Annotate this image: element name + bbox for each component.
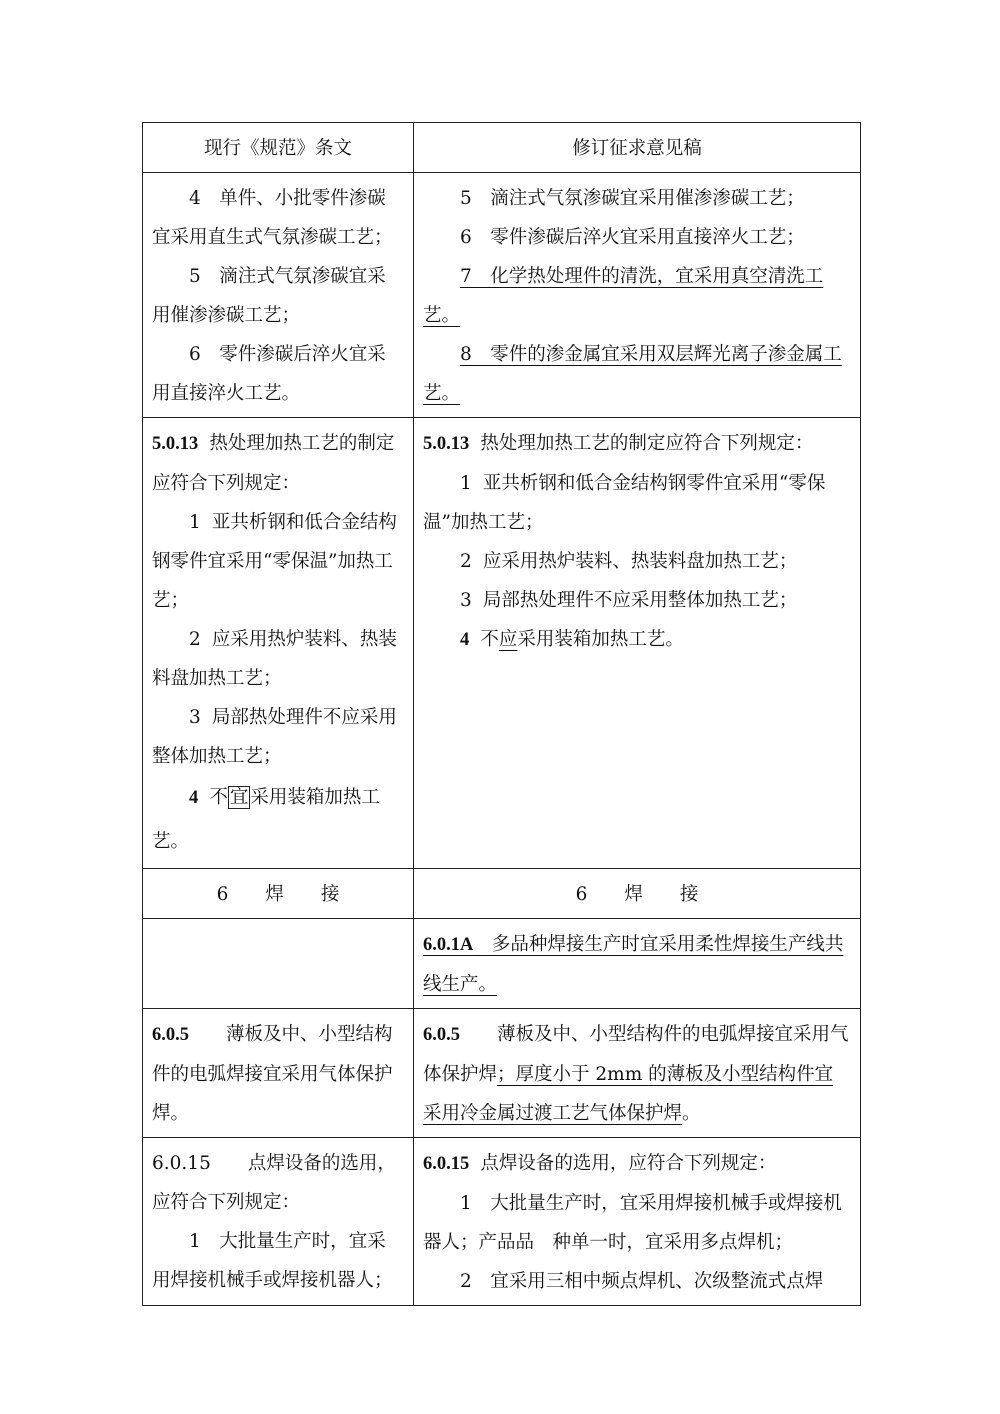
- clause-text: 6.0.5 薄板及中、小型结构件的电弧焊接宜采用气体保护焊。: [152, 1024, 393, 1124]
- revised-cell: [414, 418, 861, 869]
- added-text: 8 零件的渗金属宜采用双层辉光离子渗金属工艺。: [423, 344, 842, 404]
- section-heading: 6 焊 接: [414, 869, 861, 919]
- clause-text: 热处理加热工艺的制定应符合下列规定：: [480, 433, 814, 454]
- table-row: [143, 919, 861, 1009]
- clause-text: 热处理加热工艺的制定应符合下列规定：: [152, 433, 395, 494]
- section-heading: 6 焊 接: [143, 869, 414, 919]
- table-row: [143, 1009, 861, 1138]
- clause-item: 4 单件、小批零件渗碳宜采用直生式气氛渗碳工艺；: [152, 188, 393, 248]
- clause-item: 6 零件渗碳后淬火宜采用直接淬火工艺。: [152, 344, 386, 404]
- clause-item: 2 应采用热炉装料、热装料盘加热工艺；: [152, 629, 397, 689]
- highlighted-word: 宜: [229, 787, 249, 808]
- clause-item: 3 局部热处理件不应采用整体加热工艺；: [460, 590, 798, 611]
- clause-item: 2 应采用热炉装料、热装料盘加热工艺；: [460, 551, 798, 572]
- changed-word: 应: [498, 629, 518, 650]
- clause-item-added: [423, 335, 851, 413]
- revised-cell: [414, 1009, 861, 1138]
- current-cell: [143, 1138, 414, 1306]
- current-cell: [143, 418, 414, 869]
- table-row: [143, 418, 861, 869]
- header-revised-draft: 修订征求意见稿: [414, 123, 861, 173]
- table-row: [143, 1138, 861, 1306]
- section-heading-row: [143, 869, 861, 919]
- clause-heading: [423, 424, 851, 464]
- revised-cell: [414, 173, 861, 418]
- clause-number: 6.0.15: [152, 1153, 211, 1174]
- clause-item: 5 滴注式气氛渗碳宜采用催渗渗碳工艺；: [460, 188, 805, 209]
- comparison-table: [142, 122, 861, 1306]
- table-header-row: [143, 123, 861, 173]
- clause-number: 6.0.1A: [423, 935, 474, 955]
- revised-cell: [414, 1138, 861, 1306]
- clause-added: [423, 925, 851, 1004]
- table-row: [143, 173, 861, 418]
- current-cell: [143, 1009, 414, 1138]
- clause-number: 6.0.15: [423, 1154, 470, 1174]
- clause-item-added: [423, 257, 851, 335]
- clause-number: 5.0.13: [423, 434, 470, 454]
- clause-item: 1 亚共析钢和低合金结构钢零件宜采用“零保温”加热工艺；: [423, 473, 826, 533]
- clause-number: 6.0.5: [152, 1025, 189, 1045]
- clause-number: 5.0.13: [152, 434, 199, 454]
- clause-item: 1 大批量生产时，宜采用焊接机械手或焊接机器人；: [152, 1231, 393, 1291]
- clause-number: 6.0.5: [423, 1025, 460, 1045]
- current-cell: [143, 173, 414, 418]
- clause-item: 4 不应采用装箱加热工艺。: [460, 629, 684, 650]
- added-text: ；厚度小于 2mm 的薄板及小型结构件宜采用冷金属过渡工艺气体保护焊: [423, 1064, 834, 1124]
- header-current-code: 现行《规范》条文: [143, 123, 414, 173]
- clause-item: 2 宜采用三相中频点焊机、次级整流式点焊: [460, 1271, 824, 1292]
- clause-item: 3 局部热处理件不应采用整体加热工艺；: [152, 707, 397, 767]
- clause-item: 1 大批量生产时，宜采用焊接机械手或焊接机器人；产品品 种单一时，宜采用多点焊机；: [423, 1193, 842, 1253]
- clause-heading: 6.0.15 点焊设备的选用，应符合下列规定：: [152, 1153, 396, 1213]
- clause-item: 1 亚共析钢和低合金结构钢零件宜采用“零保温”加热工艺；: [152, 512, 397, 611]
- clause-item: 5 滴注式气氛渗碳宜采用催渗渗碳工艺；: [152, 266, 386, 326]
- added-text: 多品种焊接生产时宜采用柔性焊接生产线共线生产。: [423, 934, 844, 995]
- clause-heading: [152, 424, 404, 503]
- added-text: 7 化学热处理件的清洗，宜采用真空清洗工艺。: [423, 266, 824, 326]
- clause-text: 6.0.5 薄板及中、小型结构件的电弧焊接宜采用气体保护焊；厚度小于 2mm 的薄板及小型结构件宜采用冷金属过渡工艺气体保护焊。: [423, 1024, 849, 1124]
- clause-item: 4 不 宜 采用装箱加热工艺。: [152, 787, 380, 852]
- current-cell-empty: [143, 919, 414, 1009]
- clause-heading: 6.0.15 点焊设备的选用，应符合下列规定：: [423, 1153, 777, 1174]
- clause-item: 6 零件渗碳后淬火宜采用直接淬火工艺；: [460, 227, 805, 248]
- revised-cell: [414, 919, 861, 1009]
